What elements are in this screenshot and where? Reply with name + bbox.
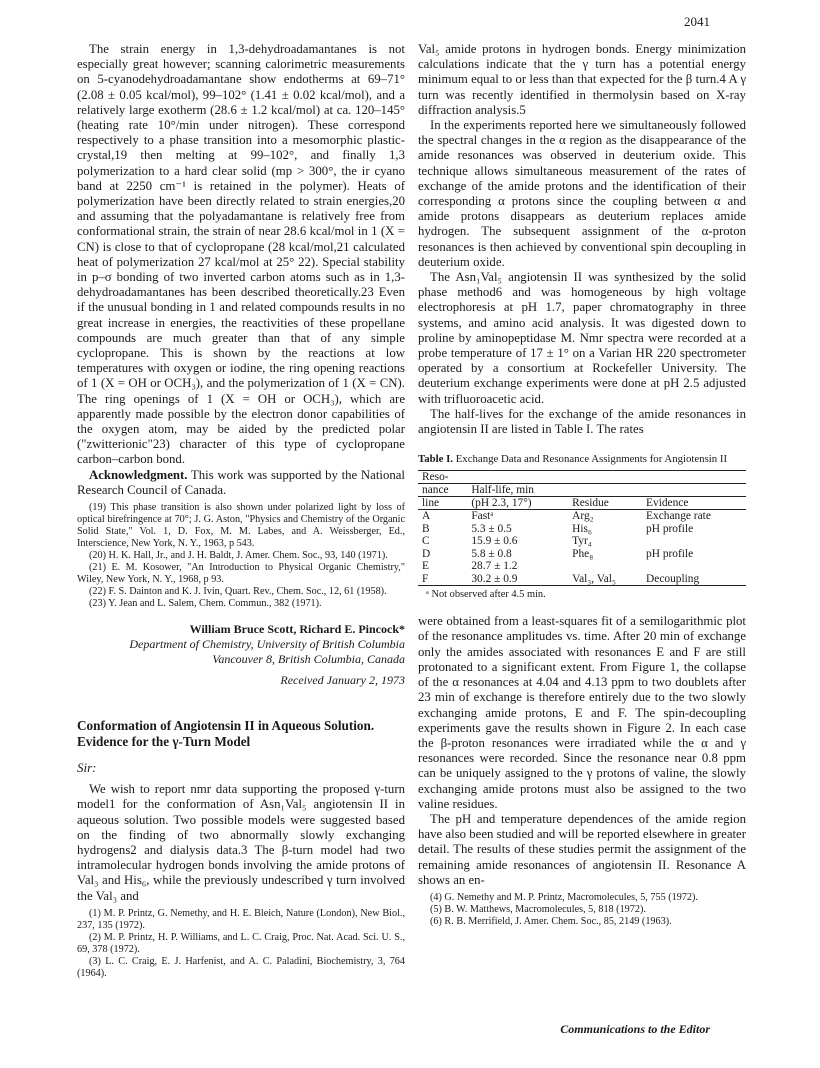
- th-evidence: Evidence: [646, 497, 689, 510]
- cell-evidence: [642, 535, 746, 548]
- cell-residue: [568, 560, 642, 573]
- table-label: Table I.: [418, 453, 454, 466]
- cell-half-life: 5.3 ± 0.5: [471, 522, 512, 535]
- ack-text: This work was supported by the National Research Council of Canada.: [77, 467, 405, 497]
- th-half-life-2: (pH 2.3, 17°): [471, 497, 532, 510]
- cell-residue: Tyr₄: [572, 535, 592, 548]
- cell-line: F: [422, 572, 429, 585]
- footnote-23: (23) Y. Jean and L. Salem, Chem. Commun., 382 (1971).: [89, 598, 322, 610]
- footnote-6: (6) R. B. Merrifield, J. Amer. Chem. Soc., 85, 2149 (1963).: [430, 915, 672, 927]
- cell-line: C: [422, 535, 430, 548]
- footnote-5: (5) B. W. Matthews, Macromolecules, 5, 818 (1972).: [430, 903, 646, 915]
- ack-heading: Acknowledgment.: [89, 467, 188, 482]
- footnote-22: (22) F. S. Dainton and K. J. Ivin, Quart. Rev., Chem. Soc., 12, 61 (1958).: [89, 586, 387, 598]
- cell-evidence: pH profile: [646, 547, 694, 560]
- cell-evidence: Decoupling: [646, 572, 700, 585]
- footnotes-19-23: [77, 502, 405, 610]
- right-paragraph-4: The half-lives for the exchange of the amide resonances in angiotensin II are listed in Table I. The rates: [418, 406, 746, 437]
- cell-half-life: Fastᵃ: [471, 510, 494, 523]
- th-line-1: Reso-: [422, 471, 449, 484]
- footnote-20: (20) H. K. Hall, Jr., and J. H. Baldt, J. Amer. Chem. Soc., 93, 140 (1971).: [89, 550, 388, 562]
- right-paragraph-6: The pH and temperature dependences of the amide region have also been studied and will be reported elsewhere in greater detail. The results of these studies permit the assignment of the remaining amide resonances of angiotensin II. Resonance A shows an en-: [418, 811, 746, 887]
- right-paragraph-2: In the experiments reported here we simultaneously followed the spectral changes in the α region as the disappearance of the amide resonances was observed in deuterium oxide. This technique allows simultaneous measurement of the rates of exchange of the amide protons and the identification of their corresponding α protons since the coupling between α and amide protons disappears as deuterium replaces amide hydrogen. The subsequent assignment of the α-proton resonances is then achieved by conventional spin decoupling in deuterium oxide.: [418, 118, 746, 269]
- table-caption-text: Exchange Data and Resonance Assignments for Angiotensin II: [453, 453, 728, 466]
- table-row: [418, 560, 746, 573]
- author-names: William Bruce Scott, Richard E. Pincock*: [189, 622, 405, 637]
- cell-line: B: [422, 522, 430, 535]
- right-paragraph-3: The Asn₁Val₅ angiotensin II was synthesized by the solid phase method6 and was homogeneous by high voltage electrophoresis at pH 1.7, paper chromatography in three systems, and amino acid analysis. It was digested down to proline by aminopeptidase M. Nmr spectra were recorded at a probe temperature of 17 ± 1° on a Varian HR 220 spectrometer operated by a consortium at Rockefeller University. The deuterium exchange experiments were done at pH 2.5 adjusted with trifluoroacetic acid.: [418, 270, 746, 406]
- table-row: [418, 548, 746, 561]
- cell-half-life: 30.2 ± 0.9: [471, 572, 518, 585]
- footnotes-1-3: [77, 908, 405, 980]
- table-caption: [418, 453, 746, 466]
- table-row: [418, 523, 746, 536]
- table-row: [418, 573, 746, 586]
- footnote-3: (3) L. C. Craig, E. J. Harfenist, and A. C. Paladini, Biochemistry, 3, 764 (1964).: [77, 955, 405, 979]
- cell-evidence: Exchange rate: [646, 510, 711, 523]
- table-footnote: ᵃ Not observed after 4.5 min.: [426, 589, 546, 601]
- cell-line: D: [422, 547, 431, 560]
- footnote-19: (19) This phase transition is also shown under polarized light by loss of optical birefringence at 70°; J. G. Aston, "Physics and Chemistry of the Organic Solid State," Vol. 1, D. Fox, M. M. Labes, and A. Weissberger, Ed., Interscience, New York, N. Y., 1963, p 543.: [77, 502, 405, 550]
- footnote-21: (21) E. M. Kosower, "An Introduction to Physical Organic Chemistry," Wiley, New York, N. Y., 1968, p 93.: [77, 562, 405, 586]
- acknowledgment: [77, 468, 405, 498]
- table-row: [418, 535, 746, 548]
- th-residue: Residue: [572, 497, 609, 510]
- cell-residue: Arg₂: [572, 510, 594, 523]
- cell-half-life: 28.7 ± 1.2: [471, 560, 518, 573]
- cell-residue: His₆: [572, 522, 592, 535]
- exchange-data-table: [418, 470, 746, 586]
- right-paragraph-1: Val₅ amide protons in hydrogen bonds. Energy minimization calculations indicate that the γ turn has a potential energy minimum equal to or less than that expected for the β turn.4 A γ turn was recently identified in thermolysin based on X-ray diffraction analysis.5: [418, 42, 746, 117]
- footnote-2: (2) M. P. Printz, H. P. Williams, and L. C. Craig, Proc. Nat. Acad. Sci. U. S., 69, 378 (1972).: [77, 931, 405, 955]
- received-date: Received January 2, 1973: [280, 673, 405, 688]
- footnote-1: (1) M. P. Printz, G. Nemethy, and H. E. Bleich, Nature (London), New Biol., 237, 135 (1972).: [77, 907, 405, 931]
- right-paragraph-5: were obtained from a least-squares fit of a semilogarithmic plot of the resonance amplitudes vs. time. After 20 min of exchange only the amides associated with resonances E and F are still protonated to a significant extent. From Figure 1, the collapse of the α resonances at 4.04 and 4.13 ppm to two doublets after 23 min of exchange is therefore entirely due to the two slowly exchanging amide protons, E and F. The spin-decoupling experiments gave the results shown in Figure 2. In each case the β-proton resonances were irradiated while the α and γ resonances were recorded. Since the resonance near 0.8 ppm can be uniquely assigned to the γ protons of valine, the slowly exchanging amide protons must also be assigned to the two valine residues.: [418, 614, 746, 811]
- th-line-2: nance: [422, 484, 449, 497]
- th-half-life-1: Half-life, min: [471, 484, 534, 497]
- page-number: 2041: [684, 14, 710, 29]
- cell-evidence: pH profile: [646, 522, 694, 535]
- cell-line: A: [422, 510, 431, 523]
- table-row: [418, 510, 746, 523]
- footnote-4: (4) G. Nemethy and M. P. Printz, Macromolecules, 5, 755 (1972).: [430, 891, 698, 903]
- footnotes-4-6: [418, 892, 746, 928]
- article-title: Conformation of Angiotensin II in Aqueous Solution. Evidence for the γ-Turn Model: [77, 718, 375, 750]
- cell-evidence: [642, 560, 746, 573]
- cell-residue: Phe₈: [572, 547, 594, 560]
- affiliation-line-1: Department of Chemistry, University of British Columbia: [129, 637, 405, 652]
- th-line-3: line: [422, 497, 440, 510]
- cell-half-life: 15.9 ± 0.6: [471, 535, 518, 548]
- cell-half-life: 5.8 ± 0.8: [471, 547, 512, 560]
- left-intro-paragraph: The strain energy in 1,3-dehydroadamantanes is not especially great however; scanning calorimetric measurements on 5-cyanodehydroadamantane show endotherms at 69–71° (2.08 ± 0.05 kcal/mol), 99–102° (1.41 ± 0.02 kcal/mol), and a relatively large exotherm (28.6 ± 1.2 kcal/mol) at ca. 120–145° (heating rate 10°/min under nitrogen). These correspond respectively to a phase transition into a mesomorphic plastic-crystal,19 then melting at 99–102°, and finally 1,3 polymerization to a hard clear solid (mp > 300°, the ir cyano band at 2250 cm⁻¹ is retained in the polymer). Heats of polymerization have been directly related to strain energies,20 and assuming that the polyadamantane is relatively free from conformational strain, the strain of near 28.6 kcal/mol in 1 (X = CN) is close to that of cyclopropane (28 kcal/mol,21 calculated heat of polymerization 27 kcal/mol at 25° 22). Special stability in p–σ bonding of two inverted carbon atoms such as in 1,3-dehydroadamantanes has been described theoretically.23 Even if the unusual bonding in 1 and related compounds results in no great increase in energies, the reactivities of these propellane compounds are much greater than that of any simple cyclopropane. This is shown by the reactions at low temperatures with oxygen or iodine, the ring opening reactions of 1 (X = OH or OCH₃), and the polymerization of 1 (X = CN). The ring openings of 1 (X = OH or OCH₃), which are apparently made possible by the electron donor capabilities of the oxygen atom, may be aided by the predicted polar ("zwitterionic"23) character of this type of cyclopropane carbon–carbon bond.: [77, 42, 405, 467]
- cell-residue: Val₃, Val₅: [572, 572, 616, 585]
- affiliation-line-2: Vancouver 8, British Columbia, Canada: [212, 652, 405, 667]
- right-column: [418, 42, 746, 928]
- cell-line: E: [422, 560, 429, 573]
- running-footer: Communications to the Editor: [560, 1022, 710, 1036]
- left-column: [77, 42, 405, 980]
- salutation: Sir:: [77, 760, 97, 776]
- article-first-paragraph: We wish to report nmr data supporting the proposed γ-turn model1 for the conformation of Asn₁Val₅ angiotensin II in aqueous solution. Two possible models were suggested based on the finding of two abnormally slowly exchanging hydrogens2 and dialysis data.3 The β-turn model had two intramolecular hydrogen bonds involving the amide protons of Val₃ and His₆, while the previously undescribed γ turn involved the Val₃ and: [77, 782, 405, 903]
